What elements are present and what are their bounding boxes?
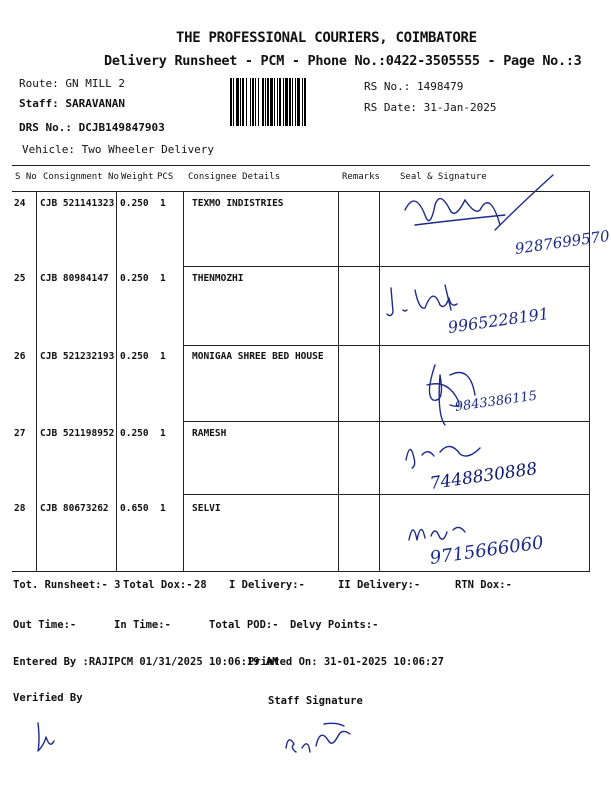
verified-signature <box>30 715 60 760</box>
row-weight: 0.250 <box>120 198 149 209</box>
barcode <box>230 78 358 126</box>
out-time: Out Time:- <box>13 619 77 631</box>
row-consignee: THENMOZHI <box>192 273 244 284</box>
total-dox-label: Total Dox:- <box>123 579 193 591</box>
handwritten-phone: 9965228191 <box>446 303 551 337</box>
table-bottom-rule <box>12 571 590 572</box>
handwritten-phone: 9715666060 <box>428 532 545 569</box>
printed-on: Printed On: 31-01-2025 10:06:27 <box>248 656 444 668</box>
row-consignment: CJB 80673262 <box>40 503 109 514</box>
row-sno: 26 <box>14 351 26 362</box>
row-consignee: SELVI <box>192 503 221 514</box>
handwritten-phone: 9287699570 <box>513 226 611 258</box>
col-divider <box>379 191 380 571</box>
rtn-dox: RTN Dox:- <box>455 579 512 591</box>
ii-delivery: II Delivery:- <box>338 579 421 591</box>
vehicle-label: Vehicle: Two Wheeler Delivery <box>22 143 215 156</box>
rs-number: RS No.: 1498479 <box>364 80 464 93</box>
i-delivery: I Delivery:- <box>229 579 305 591</box>
signature-row-24 <box>395 170 565 250</box>
delvy-points: Delvy Points:- <box>290 619 379 631</box>
row-sno: 27 <box>14 428 26 439</box>
row-consignee: RAMESH <box>192 428 227 439</box>
row-pcs: 1 <box>160 428 166 439</box>
company-title: THE PROFESSIONAL COURIERS, COIMBATORE <box>176 30 477 46</box>
row-consignment: CJB 80984147 <box>40 273 109 284</box>
col-header-remarks: Remarks <box>342 172 380 182</box>
row-pcs: 1 <box>160 503 166 514</box>
row-consignment: CJB 521198952 <box>40 428 115 439</box>
col-divider <box>116 191 117 571</box>
row-divider <box>183 266 590 267</box>
col-header-signature: Seal & Signature <box>400 172 487 182</box>
total-pod: Total POD:- <box>209 619 279 631</box>
row-sno: 24 <box>14 198 26 209</box>
row-pcs: 1 <box>160 273 166 284</box>
staff-signature-label: Staff Signature <box>268 695 363 707</box>
tot-runsheet: Tot. Runsheet:- 3 <box>13 579 121 591</box>
entered-by: Entered By :RAJIPCM 01/31/2025 10:06:19 AM <box>13 656 279 668</box>
row-divider <box>183 421 590 422</box>
verified-by: Verified By <box>13 692 83 704</box>
signature-row-27 <box>400 430 490 475</box>
signature-row-26 <box>415 355 485 430</box>
signature-row-25 <box>385 280 485 325</box>
row-divider <box>183 494 590 495</box>
col-header-pcs: PCS <box>157 172 174 182</box>
barcode-bar <box>306 78 307 126</box>
row-consignment: CJB 521232193 <box>40 351 115 362</box>
col-header-consignment: Consignment No <box>43 172 119 182</box>
row-consignee: TEXMO INDISTRIES <box>192 198 284 209</box>
signature-row-28 <box>405 510 475 550</box>
col-header-consignee: Consignee Details <box>188 172 281 182</box>
staff-label: Staff: SARAVANAN <box>19 97 125 110</box>
total-dox-value: 28 <box>194 579 207 591</box>
col-divider <box>338 191 339 571</box>
drs-number: DRS No.: DCJB149847903 <box>19 121 165 134</box>
row-consignee: MONIGAA SHREE BED HOUSE <box>192 351 324 362</box>
row-pcs: 1 <box>160 351 166 362</box>
row-sno: 28 <box>14 503 26 514</box>
row-divider <box>183 345 590 346</box>
col-divider <box>183 191 184 571</box>
handwritten-phone: 7448830888 <box>428 459 539 494</box>
table-top-rule <box>12 165 590 166</box>
row-weight: 0.250 <box>120 428 149 439</box>
col-divider <box>589 191 590 571</box>
col-header-weight: Weight <box>121 172 154 182</box>
staff-signature <box>280 718 360 763</box>
col-divider <box>36 191 37 571</box>
in-time: In Time:- <box>114 619 171 631</box>
row-sno: 25 <box>14 273 26 284</box>
handwritten-phone: 9843386115 <box>453 388 538 415</box>
row-pcs: 1 <box>160 198 166 209</box>
rs-date: RS Date: 31-Jan-2025 <box>364 101 497 114</box>
row-weight: 0.250 <box>120 351 149 362</box>
route-label: Route: GN MILL 2 <box>19 77 125 90</box>
runsheet-subtitle: Delivery Runsheet - PCM - Phone No.:0422-3505555 - Page No.:3 <box>104 53 582 69</box>
col-header-sno: S No <box>15 172 37 182</box>
row-weight: 0.650 <box>120 503 149 514</box>
row-consignment: CJB 521141323 <box>40 198 115 209</box>
row-weight: 0.250 <box>120 273 149 284</box>
